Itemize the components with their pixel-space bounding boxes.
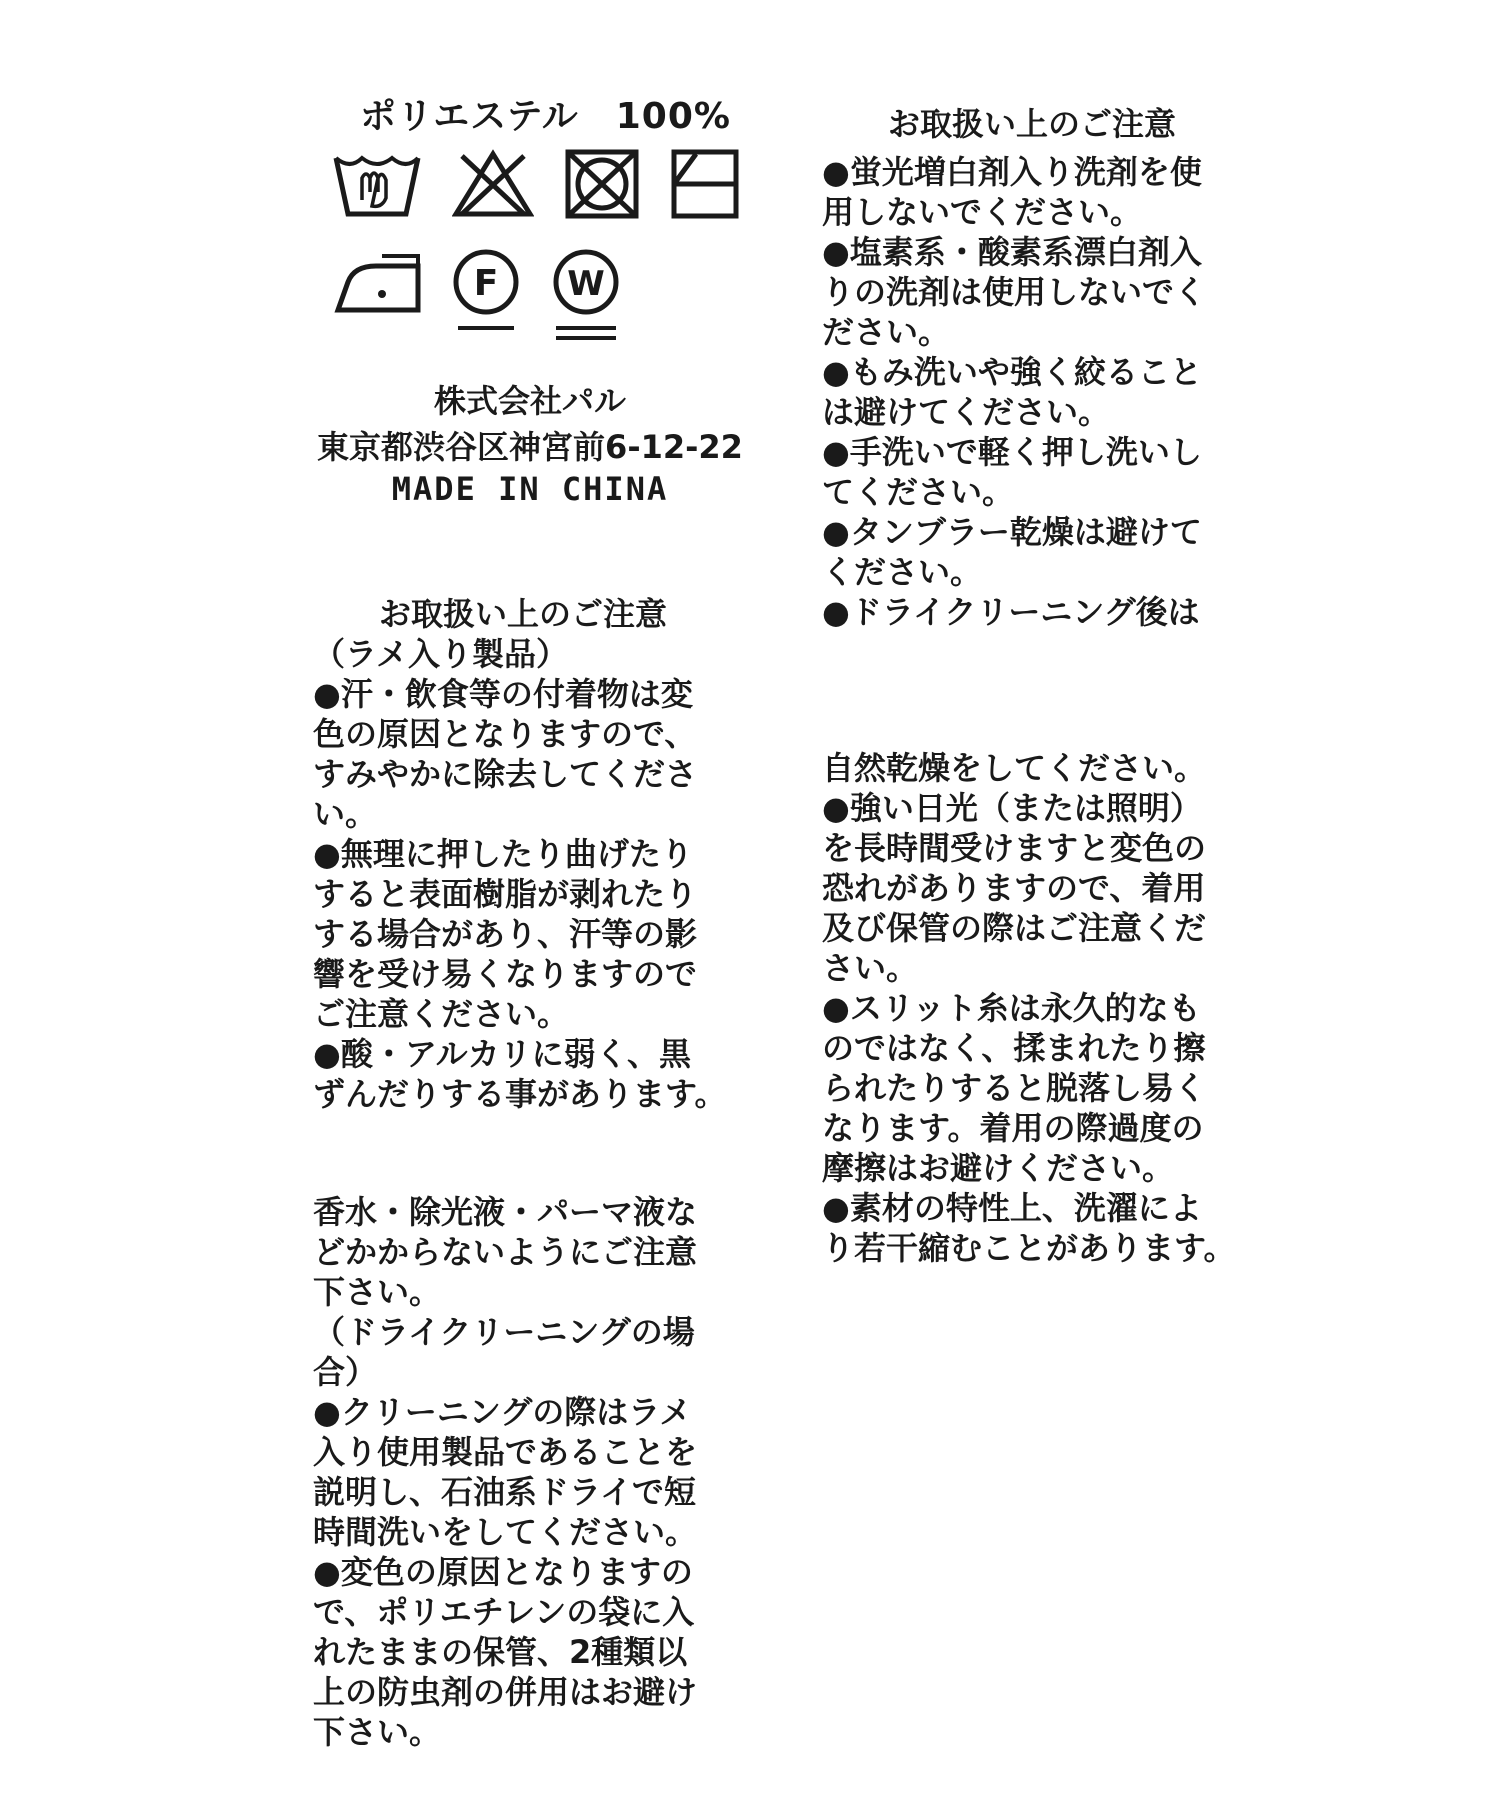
right-notice-line: ●もみ洗いや強く絞ること bbox=[822, 353, 1202, 391]
left-notice-line: すると表面樹脂が剥れたり bbox=[313, 875, 698, 913]
right-notice-line: ●手洗いで軽く押し洗いし bbox=[822, 433, 1202, 471]
company-address: 東京都渋谷区神宮前6-12-22 bbox=[317, 428, 743, 466]
right-notice-line: 及び保管の際はご注意くだ bbox=[822, 909, 1207, 947]
left-notice-line: 香水・除光液・パーマ液な bbox=[313, 1193, 698, 1231]
care-symbols-row2 bbox=[332, 248, 712, 348]
left-notice-line: ●クリーニングの際はラメ bbox=[313, 1393, 692, 1431]
right-notice-line: を長時間受けますと変色の bbox=[822, 829, 1207, 867]
left-notice-line: れたままの保管、2種類以 bbox=[313, 1633, 688, 1671]
country-of-origin: MADE IN CHINA bbox=[391, 470, 669, 508]
right-notice-block-2 bbox=[822, 748, 1322, 1268]
material-composition: ポリエステル 100% bbox=[360, 96, 731, 137]
right-notice-line: てください。 bbox=[822, 473, 1015, 511]
right-notice-line: ください。 bbox=[822, 553, 983, 591]
left-notice-line: 入り使用製品であることを bbox=[313, 1433, 698, 1471]
left-notice-subheading: （ラメ入り製品） bbox=[313, 635, 569, 673]
left-notice-line: 響を受け易くなりますので bbox=[313, 955, 698, 993]
right-notice-line: さい。 bbox=[822, 949, 919, 987]
left-notice-block-2 bbox=[313, 1192, 733, 1752]
right-notice-line: は避けてください。 bbox=[822, 393, 1111, 431]
line-dry-shade-icon bbox=[670, 148, 740, 228]
left-notice-line: 説明し、石油系ドライで短 bbox=[313, 1473, 697, 1511]
right-notice-line: ●タンブラー乾燥は避けて bbox=[822, 513, 1202, 551]
left-notice-line: 下さい。 bbox=[313, 1713, 442, 1751]
company-name: 株式会社パル bbox=[433, 382, 626, 420]
left-notice-block-1 bbox=[313, 674, 733, 1114]
washing-hand-wash-icon bbox=[332, 148, 422, 228]
right-notice-heading: お取扱い上のご注意 bbox=[887, 105, 1176, 143]
right-notice-line: ●蛍光増白剤入り洗剤を使 bbox=[822, 153, 1202, 191]
left-notice-line: い。 bbox=[313, 795, 378, 833]
care-symbols-row1 bbox=[332, 148, 712, 228]
wet-clean-w-icon bbox=[548, 248, 624, 348]
right-notice-line: 摩擦はお避けください。 bbox=[822, 1149, 1175, 1187]
svg-text:F: F bbox=[473, 263, 499, 304]
dry-clean-f-icon bbox=[450, 248, 522, 348]
right-notice-line: ●スリット糸は永久的なも bbox=[822, 989, 1201, 1027]
right-notice-line: のではなく、揉まれたり擦 bbox=[822, 1029, 1206, 1067]
left-notice-line: ●酸・アルカリに弱く、黒 bbox=[313, 1035, 692, 1073]
left-notice-line: ずんだりする事があります。 bbox=[313, 1075, 727, 1113]
right-notice-line: 用しないでください。 bbox=[822, 193, 1143, 231]
right-notice-line: られたりすると脱落し易く bbox=[822, 1069, 1207, 1107]
right-notice-heading-wrap bbox=[822, 104, 1322, 144]
right-notice-line: ●塩素系・酸素系漂白剤入 bbox=[822, 233, 1202, 271]
right-notice-block-1 bbox=[822, 152, 1322, 632]
right-notice-line: ●素材の特性上、洗濯によ bbox=[822, 1189, 1202, 1227]
left-notice-line: 色の原因となりますので、 bbox=[313, 715, 697, 753]
left-notice-header bbox=[313, 594, 733, 674]
left-notice-line: ●変色の原因となりますの bbox=[313, 1553, 693, 1591]
left-notice-line: 上の防虫剤の併用はお避け bbox=[313, 1673, 698, 1711]
right-notice-line: ●ドライクリーニング後は bbox=[822, 593, 1200, 631]
left-notice-line: 合） bbox=[313, 1353, 378, 1391]
iron-low-icon bbox=[332, 248, 424, 348]
right-notice-line: りの洗剤は使用しないでく bbox=[822, 273, 1207, 311]
left-notice-line: どかからないようにご注意 bbox=[313, 1233, 698, 1271]
right-notice-line: 恐れがありますので、着用 bbox=[822, 869, 1206, 907]
right-notice-line: なります。着用の際過度の bbox=[822, 1109, 1204, 1147]
company-info bbox=[300, 378, 760, 470]
right-notice-line: ださい。 bbox=[822, 313, 951, 351]
svg-text:W: W bbox=[567, 264, 605, 304]
left-notice-line: ご注意ください。 bbox=[313, 995, 570, 1033]
left-notice-line: 下さい。 bbox=[313, 1273, 442, 1311]
left-notice-heading: お取扱い上のご注意 bbox=[378, 595, 667, 633]
left-notice-line: する場合があり、汗等の影 bbox=[313, 915, 698, 953]
no-tumble-dry-icon bbox=[564, 148, 640, 228]
left-notice-line: 時間洗いをしてください。 bbox=[313, 1513, 698, 1551]
right-notice-line: り若干縮むことがあります。 bbox=[822, 1229, 1236, 1267]
left-notice-line: （ドライクリーニングの場 bbox=[313, 1313, 695, 1351]
left-notice-line: すみやかに除去してくださ bbox=[313, 755, 698, 793]
left-notice-line: ●汗・飲食等の付着物は変 bbox=[313, 675, 693, 713]
right-notice-line: 自然乾燥をしてください。 bbox=[822, 749, 1207, 787]
left-notice-line: で、ポリエチレンの袋に入 bbox=[313, 1593, 695, 1631]
right-notice-line: ●強い日光（または照明） bbox=[822, 789, 1202, 827]
left-notice-line: ●無理に押したり曲げたり bbox=[313, 835, 693, 873]
no-bleach-icon bbox=[452, 148, 534, 228]
